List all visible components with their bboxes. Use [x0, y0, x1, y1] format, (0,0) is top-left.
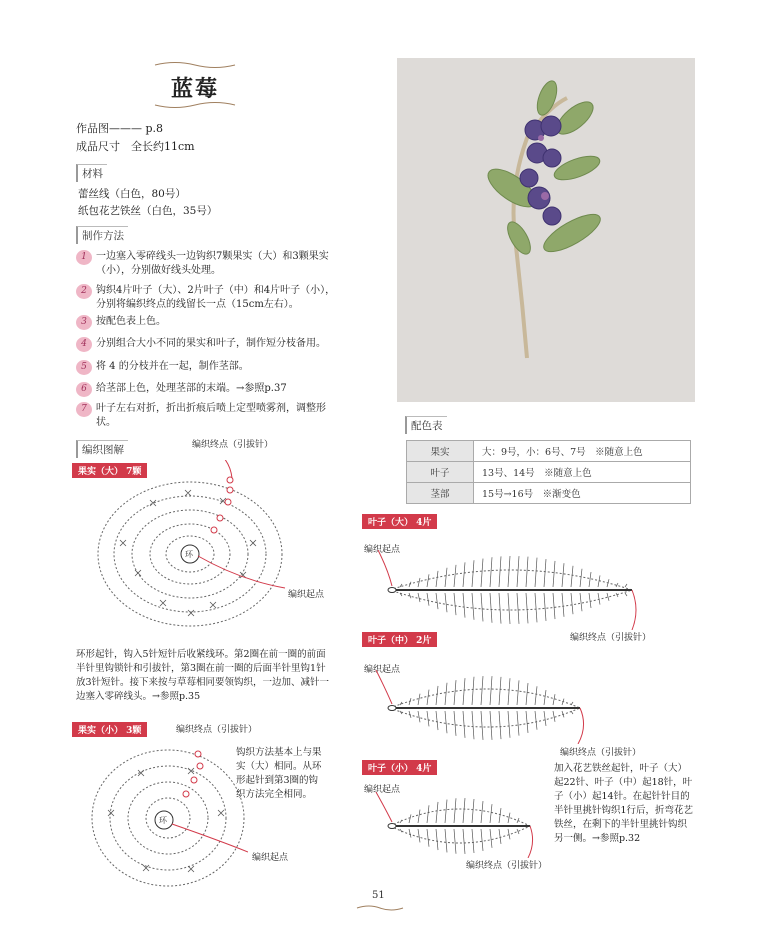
stitch-mark — [571, 593, 573, 614]
product-photo — [397, 58, 695, 402]
stitch-mark — [481, 801, 483, 823]
materials-heading: 材料 — [76, 164, 107, 182]
step-text: 将 4 的分枝并在一起，制作茎部。 — [96, 361, 249, 372]
stitch-mark — [553, 561, 555, 587]
berry-small-tag: 果实（小） 3颗 — [72, 722, 147, 737]
stitch-mark — [427, 690, 429, 705]
stitch-mark — [580, 569, 582, 587]
stitch-mark — [553, 694, 555, 705]
table-row — [407, 462, 691, 483]
step-number: 7 — [76, 402, 92, 417]
stitch-mark — [571, 702, 573, 705]
stitch-mark — [553, 711, 555, 722]
stitch-mark — [463, 798, 465, 823]
stitch-mark — [499, 556, 501, 587]
stitch-mark — [436, 829, 438, 850]
stitch-mark — [445, 568, 447, 587]
stitch-mark — [490, 593, 492, 623]
stitch-mark — [544, 559, 546, 587]
stitch-mark — [481, 711, 483, 740]
step-number: 3 — [76, 315, 92, 330]
stitch-mark — [499, 829, 501, 844]
stitch-mark — [544, 593, 546, 621]
stitch-mark — [508, 829, 510, 839]
leaf-medium-end-label: 编织终点（引拔针） — [560, 748, 642, 758]
leaf-small-note: 加入花艺铁丝起针，叶子（大）起22针、叶子（中）起18针，叶子（小）起14针。在起针针目的半针里挑针钩织1行后，折弯花艺铁丝，在剩下的半针里挑针钩织另一侧。→参照p.32 — [554, 763, 694, 844]
leaf-large-start-label: 编织起点 — [364, 545, 401, 555]
stitch-mark — [454, 798, 456, 823]
stitch-mark — [463, 711, 465, 738]
leaf-medium-tag: 叶子（中） 2片 — [362, 632, 437, 647]
stitch-mark — [517, 711, 519, 736]
finished-size: 成品尺寸 全长约11cm — [76, 140, 195, 153]
stitch-mark — [490, 557, 492, 587]
stitch-mark — [490, 711, 492, 740]
stitch-mark — [463, 678, 465, 705]
berry-large-ring: 环 — [185, 550, 193, 559]
stitch-mark — [472, 560, 474, 587]
table-cell-part: 叶子 — [407, 462, 474, 483]
stitch-mark — [571, 711, 573, 714]
stitch-mark — [562, 593, 564, 617]
berry-small-chart — [88, 740, 248, 890]
stitch-mark — [445, 800, 447, 823]
step-number: 6 — [76, 382, 92, 397]
stitch-mark — [535, 686, 537, 705]
stitch-mark — [526, 683, 528, 705]
color-table-heading: 配色表 — [405, 416, 447, 434]
stitch-mark — [544, 690, 546, 705]
leaf-large-tag: 叶子（大） 4片 — [362, 514, 437, 529]
stitch-mark — [454, 829, 456, 854]
berry-large-tag: 果实（大） 7颗 — [72, 463, 147, 478]
stitch-mark — [436, 686, 438, 705]
stitch-mark — [427, 829, 429, 847]
stitch-mark — [589, 593, 591, 608]
berry-small-ring: 环 — [159, 816, 167, 825]
stitch-mark — [436, 802, 438, 823]
step-1 — [76, 250, 336, 278]
stitch-mark — [463, 562, 465, 587]
stitch-mark — [409, 829, 411, 838]
stitch-mark — [472, 829, 474, 853]
step-4 — [76, 337, 336, 352]
stitch-mark — [445, 593, 447, 612]
stitch-mark — [418, 578, 420, 587]
step-text: 叶子左右对折，折出折痕后喷上定型喷雾剂，调整形状。 — [96, 403, 326, 428]
stitch-mark — [508, 593, 510, 624]
berry-small-end-label: 编织终点（引拔针） — [176, 725, 258, 735]
color-table — [406, 440, 691, 504]
table-cell-value: 15号→16号 ※渐变色 — [474, 483, 691, 504]
stitch-mark — [517, 680, 519, 705]
step-6 — [76, 382, 336, 397]
table-row — [407, 441, 691, 462]
step-2 — [76, 284, 336, 312]
berry-large-note: 环形起针，钩入5针短针后收紧线环。第2圈在前一圈的前面半针里钩锁针和引拔针，第3圈在前一圈的后面半针里钩1针放3针短针。接下来按与草莓相同要领钩织，一边加、减针一边塞入零碎线头。→参照p.35 — [76, 649, 330, 702]
stitch-mark — [472, 593, 474, 620]
stitch-mark — [418, 829, 420, 842]
stitch-mark — [490, 804, 492, 823]
stitch-mark — [436, 711, 438, 730]
figure-reference: 作品图——— p.8 — [76, 122, 164, 135]
material-item: 蕾丝线（白色，80号） — [78, 188, 186, 200]
step-text: 给茎部上色，处理茎部的末端。→参照p.37 — [96, 383, 287, 394]
stitch-mark — [400, 820, 402, 823]
stitch-mark — [562, 563, 564, 587]
stitch-mark — [400, 829, 402, 832]
leaf-small-tag: 叶子（小） 4片 — [362, 760, 437, 775]
stitch-mark — [418, 694, 420, 705]
stitch-mark — [526, 593, 528, 623]
stitch-mark — [553, 593, 555, 619]
stitch-mark — [517, 593, 519, 624]
stitch-mark — [526, 557, 528, 587]
ornament-top — [150, 60, 240, 70]
stitch-mark — [481, 676, 483, 705]
stitch-mark — [625, 584, 627, 587]
page-ornament — [355, 904, 405, 912]
stitch-mark — [508, 711, 510, 738]
step-text: 分别组合大小不同的果实和叶子，制作短分枝备用。 — [96, 338, 326, 349]
stitch-mark — [445, 711, 447, 733]
material-item: 纸包花艺铁丝（白色，35号） — [78, 205, 218, 217]
stitch-mark — [427, 805, 429, 823]
berry-large-start-label: 编织起点 — [288, 590, 325, 600]
table-row — [407, 483, 691, 504]
step-text: 钩织4片叶子（大）、2片叶子（中）和4片叶子（小），分别将编织终点的线留长一点（15cm左右）。 — [96, 285, 336, 310]
stitch-mark — [427, 574, 429, 587]
stitch-mark — [571, 566, 573, 587]
leaf-small-start-label: 编织起点 — [364, 785, 401, 795]
page-title: 蓝莓 — [170, 76, 219, 102]
stitch-mark — [499, 808, 501, 823]
berry-large-chart — [90, 460, 290, 630]
stitch-mark — [625, 593, 627, 596]
stitch-mark — [535, 711, 537, 730]
stitch-mark — [526, 711, 528, 733]
step-number: 1 — [76, 250, 92, 265]
table-cell-value: 13号、14号 ※随意上色 — [474, 462, 691, 483]
leaf-medium-start-label: 编织起点 — [364, 665, 401, 675]
leaf-small-chart — [370, 792, 550, 858]
step-3 — [76, 315, 336, 330]
stitch-mark — [418, 711, 420, 722]
berry-small-start-label: 编织起点 — [252, 853, 289, 863]
leaf-large-end-label: 编织终点（引拔针） — [570, 633, 652, 643]
stitch-mark — [607, 593, 609, 601]
stitch-mark — [454, 593, 456, 615]
step-text: 按配色表上色。 — [96, 316, 166, 327]
step-number: 4 — [76, 337, 92, 352]
stitch-mark — [454, 680, 456, 705]
stitch-mark — [418, 593, 420, 602]
berry-small-note: 钩织方法基本上与果实（大）相同。从环形起针到第3圈的钩织方法完全相同。 — [236, 747, 322, 800]
step-7 — [76, 402, 336, 430]
stitch-mark — [445, 683, 447, 705]
leaf-small-end-label: 编织终点（引拔针） — [466, 861, 548, 871]
stitch-mark — [508, 556, 510, 587]
stitch-mark — [409, 814, 411, 823]
stitch-mark — [499, 677, 501, 705]
stitch-mark — [499, 711, 501, 739]
stitch-mark — [535, 593, 537, 622]
table-cell-value: 大：9号，小：6号、7号 ※随意上色 — [474, 441, 691, 462]
stitch-mark — [418, 810, 420, 823]
stitch-mark — [445, 829, 447, 852]
method-heading: 制作方法 — [76, 226, 128, 244]
diagram-heading: 编织图解 — [76, 440, 128, 458]
stitch-mark — [436, 593, 438, 609]
stitch-mark — [463, 829, 465, 854]
step-text: 一边塞入零碎线头一边钩织7颗果实（大）和3颗果实（小），分别做好线头处理。 — [96, 251, 329, 276]
stitch-mark — [580, 593, 582, 611]
stitch-mark — [481, 559, 483, 587]
stitch-mark — [508, 813, 510, 823]
berry-large-end-label: 编织终点（引拔针） — [192, 440, 274, 450]
stitch-mark — [616, 593, 618, 597]
stitch-mark — [517, 556, 519, 587]
stitch-mark — [454, 565, 456, 587]
stitch-mark — [589, 572, 591, 587]
table-cell-part: 茎部 — [407, 483, 474, 504]
stitch-mark — [598, 593, 600, 605]
stitch-mark — [472, 799, 474, 823]
ornament-bottom — [150, 100, 240, 110]
step-5 — [76, 360, 336, 375]
stitch-mark — [472, 677, 474, 705]
step-number: 5 — [76, 360, 92, 375]
stitch-mark — [535, 558, 537, 587]
stitch-mark — [481, 593, 483, 621]
stitch-mark — [499, 593, 501, 624]
stitch-mark — [508, 678, 510, 705]
stitch-mark — [454, 711, 456, 736]
blueberry-sprig-image — [397, 58, 695, 402]
stitch-mark — [481, 829, 483, 851]
stitch-mark — [463, 593, 465, 618]
stitch-mark — [427, 711, 429, 726]
leaf-large-chart — [370, 550, 650, 630]
stitch-mark — [436, 571, 438, 587]
stitch-mark — [490, 829, 492, 848]
stitch-mark — [472, 711, 474, 739]
stitch-mark — [490, 676, 492, 705]
stitch-mark — [427, 593, 429, 606]
page-number: 51 — [372, 890, 385, 901]
step-number: 2 — [76, 284, 92, 299]
stitch-mark — [544, 711, 546, 726]
table-cell-part: 果实 — [407, 441, 474, 462]
leaf-medium-chart — [370, 670, 610, 744]
